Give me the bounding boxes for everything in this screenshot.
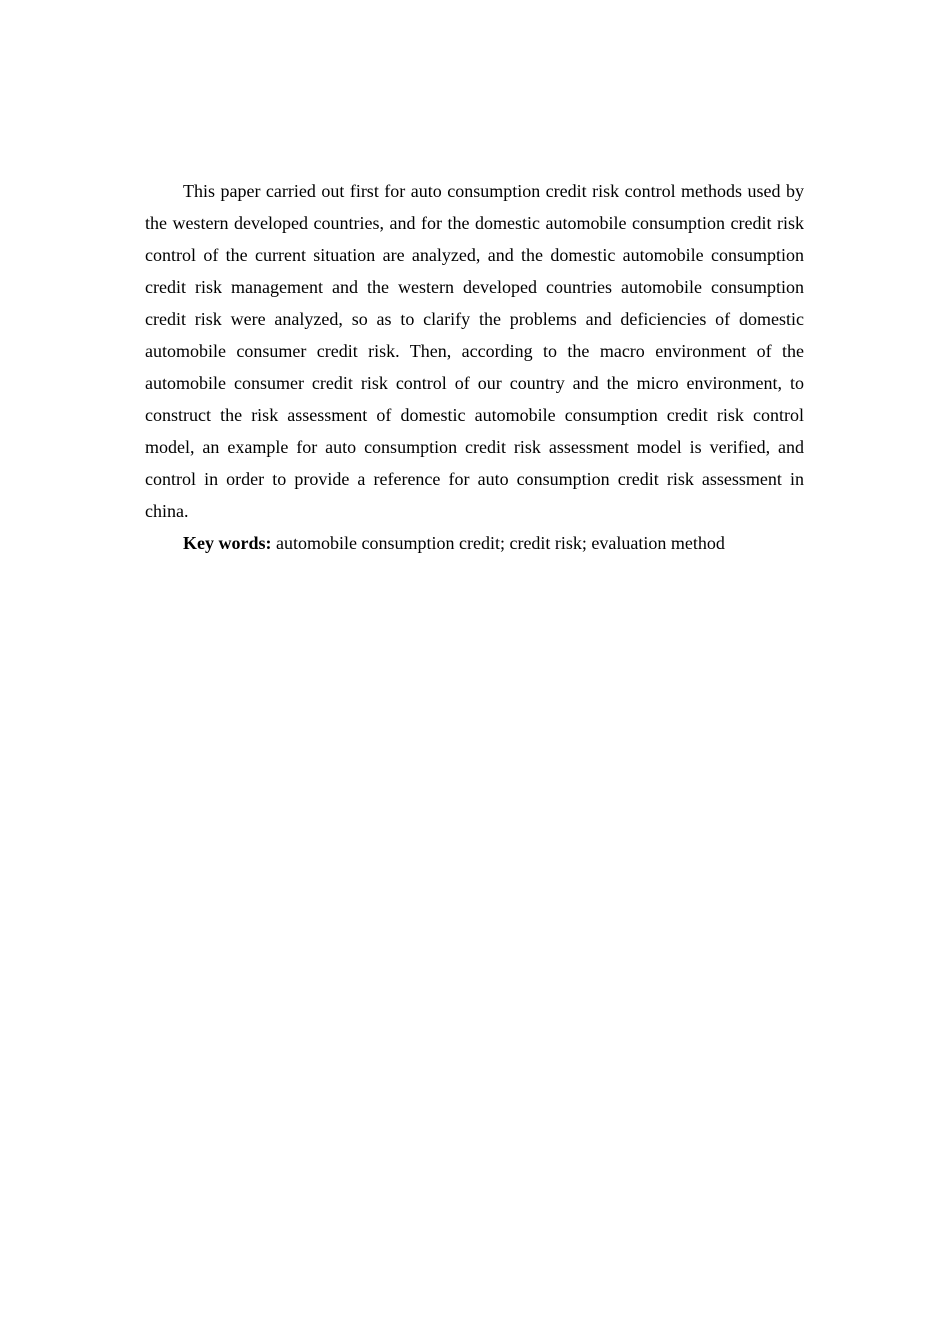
abstract-section — [145, 175, 804, 559]
abstract-body: This paper carried out first for auto consumption credit risk control methods used by the western developed countries, and for the domestic automobile consumption credit risk control of the current situation are analyzed, and the domestic automobile consumption credit risk management and the western developed countries automobile consumption credit risk were analyzed, so as to clarify the problems and deficiencies of domestic automobile consumer credit risk. Then, according to the macro environment of the automobile consumer credit risk control of our country and the micro environment, to construct the risk assessment of domestic automobile consumption credit risk control model, an example for auto consumption credit risk assessment model is verified, and control in order to provide a reference for auto consumption credit risk assessment in china. — [145, 181, 804, 521]
keywords-value: automobile consumption credit; credit risk; evaluation method — [271, 533, 725, 553]
keywords-label: Key words: — [183, 533, 272, 553]
keywords-line — [145, 527, 804, 559]
